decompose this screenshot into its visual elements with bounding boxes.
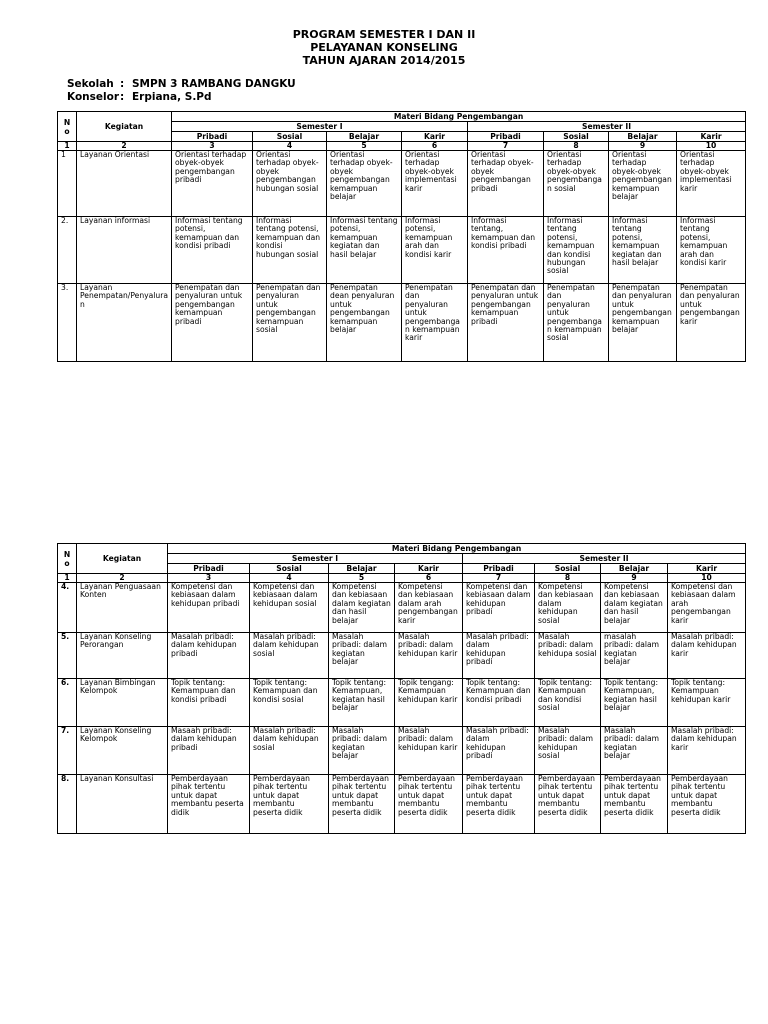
column-number: 5: [327, 142, 402, 151]
column-number: 6: [402, 142, 468, 151]
materi-cell: Topik tentang: Kemampuan dan kondisi pribadi: [463, 679, 535, 727]
materi-cell: Informasi tentang potensi, kemampuan dan kondisi hubungan sosial: [253, 217, 327, 284]
materi-cell: Penempatan dan penyaluran untuk pengembangan kemampuan pribadi: [468, 284, 544, 362]
column-number: 10: [677, 142, 746, 151]
materi-cell: Informasi tentang potensi, kemampuan arah dan kondisi karir: [677, 217, 746, 284]
materi-cell: Kompetensi dan kebiasaan dalam kegiatan dan hasil belajar: [329, 583, 395, 633]
header-kegiatan: Kegiatan: [77, 112, 172, 142]
column-number: 7: [463, 574, 535, 583]
header-field: Sosial: [535, 564, 601, 574]
table-row: [58, 151, 746, 217]
materi-cell: Masalah pribadi: dalam kehidupan sosial: [535, 727, 601, 775]
document-title: [0, 28, 768, 67]
header-field: Sosial: [250, 564, 329, 574]
column-number: 4: [250, 574, 329, 583]
row-kegiatan: Layanan Konseling Perorangan: [77, 633, 168, 679]
materi-cell: Informasi tentang potensi, kemampuan kegiatan dan hasil belajar: [609, 217, 677, 284]
row-number: 6.: [58, 679, 77, 727]
materi-cell: Orientasi terhadap obyek-obyek pengembangan pribadi: [172, 151, 253, 217]
materi-cell: Masalah pribadi: dalam kehidupa sosial: [535, 633, 601, 679]
column-number: 8: [535, 574, 601, 583]
materi-cell: Orientasi terhadap obyek-obyek implementasi karir: [402, 151, 468, 217]
materi-cell: Orientasi terhadap obyek-obyek implementasi karir: [677, 151, 746, 217]
header-field: Karir: [677, 132, 746, 142]
header-field: Sosial: [544, 132, 609, 142]
row-kegiatan: Layanan Konsultasi: [77, 775, 168, 834]
materi-cell: Pemberdayaan pihak tertentu untuk dapat membantu peserta didik: [535, 775, 601, 834]
materi-cell: Kompetensi dan kebiasaan dalam kehidupan sosial: [250, 583, 329, 633]
materi-cell: Masalah pribadi: dalam kehidupan karir: [668, 727, 746, 775]
materi-cell: Penempatan dan penyaluran untuk pengembangan kemampuan belajar: [609, 284, 677, 362]
materi-cell: Topik tentang: Kemampuan dan kondisi sosial: [535, 679, 601, 727]
row-number: 4.: [58, 583, 77, 633]
header-field: Pribadi: [168, 564, 250, 574]
materi-cell: Informasi tentang potensi, kemampuan dan kondisi hubungan sosial: [544, 217, 609, 284]
materi-cell: Masalah pribadi: dalam kehidupan karir: [395, 633, 463, 679]
row-number: 1: [58, 151, 77, 217]
header-semester-1: Semester I: [172, 122, 468, 132]
program-table-1: [57, 111, 746, 362]
row-number: 2.: [58, 217, 77, 284]
konselor-line: [67, 91, 212, 104]
materi-cell: Masalah pribadi: dalam kehidupan karir: [395, 727, 463, 775]
column-number: 7: [468, 142, 544, 151]
materi-cell: Penempatan dan penyaluran untuk pengembangan karir: [677, 284, 746, 362]
materi-cell: Penempatan dan penyaluran untuk pengembangan kemampuan sosial: [253, 284, 327, 362]
materi-cell: Informasi potensi, kemampuan arah dan kondisi karir: [402, 217, 468, 284]
materi-cell: Masalah pribadi: dalam kegiatan belajar: [329, 633, 395, 679]
materi-cell: Topik tentang: Kemampuan, kegiatan hasil belajar: [329, 679, 395, 727]
header-field: Karir: [402, 132, 468, 142]
header-field: Pribadi: [463, 564, 535, 574]
header-field: Pribadi: [172, 132, 253, 142]
materi-cell: Masalah pribadi: dalam kegiatan belajar: [601, 727, 668, 775]
materi-cell: Informasi tentang, kemampuan dan kondisi pribadi: [468, 217, 544, 284]
table-row: [58, 217, 746, 284]
header-field: Belajar: [329, 564, 395, 574]
sekolah-label: Sekolah: [67, 78, 114, 90]
materi-cell: Masalah pribadi: dalam kehidupan sosial: [250, 633, 329, 679]
materi-cell: masalah pribadi: dalam kegiatan belajar: [601, 633, 668, 679]
header-numbers-row: [58, 574, 746, 583]
header-materi: Materi Bidang Pengembangan: [168, 544, 746, 554]
sekolah-line: [67, 78, 296, 91]
header-field: Belajar: [327, 132, 402, 142]
title-line-1: PROGRAM SEMESTER I DAN II: [292, 28, 476, 41]
table-1-body: [58, 151, 746, 362]
materi-cell: Kompetensi dan kebiasaan dalam arah pengembangan karir: [395, 583, 463, 633]
materi-cell: Kompetensi dan kebiasaan dalam kehidupan sosial: [535, 583, 601, 633]
konselor-colon: :: [120, 91, 125, 103]
header-field: Sosial: [253, 132, 327, 142]
header-materi: Materi Bidang Pengembangan: [172, 112, 746, 122]
column-number: 1: [58, 142, 77, 151]
table-2-body: [58, 583, 746, 834]
table-row: [58, 727, 746, 775]
materi-cell: Kompetensi dan kebiasaan dalam kehidupan pribadi: [168, 583, 250, 633]
header-field: Pribadi: [468, 132, 544, 142]
table-row: [58, 284, 746, 362]
column-number: 2: [77, 574, 168, 583]
materi-cell: Pemberdayaan pihak tertentu untuk dapat membantu peserta didik: [168, 775, 250, 834]
header-field: Karir: [395, 564, 463, 574]
header-semester-2: Semester II: [463, 554, 746, 564]
column-number: 5: [329, 574, 395, 583]
table-row: [58, 679, 746, 727]
column-number: 6: [395, 574, 463, 583]
materi-cell: Masalah pribadi: dalam kehidupan pribadi: [463, 727, 535, 775]
konselor-value: Erpiana, S.Pd: [132, 91, 212, 103]
sekolah-colon: :: [120, 78, 125, 90]
row-kegiatan: Layanan Penguasaan Konten: [77, 583, 168, 633]
column-number: 10: [668, 574, 746, 583]
materi-cell: Pemberdayaan pihak tertentu untuk dapat membantu peserta didik: [601, 775, 668, 834]
materi-cell: Topik tentang: Kemampuan kehidupan karir: [668, 679, 746, 727]
column-number: 9: [609, 142, 677, 151]
materi-cell: Topik tentang: Kemampuan dan kondisi sosial: [250, 679, 329, 727]
materi-cell: Masalah pribadi: dalam kehidupan pribadi: [463, 633, 535, 679]
materi-cell: Kompetensi dan kebiasaan dalam kehidupan pribadi: [463, 583, 535, 633]
materi-cell: Orientasi terhadap obyek-obyek pengembangan hubungan sosial: [253, 151, 327, 217]
sekolah-value: SMPN 3 RAMBANG DANGKU: [132, 78, 296, 90]
column-number: 2: [77, 142, 172, 151]
table-row: [58, 583, 746, 633]
column-number: 3: [172, 142, 253, 151]
row-kegiatan: Layanan Konseling Kelompok: [77, 727, 168, 775]
row-number: 5.: [58, 633, 77, 679]
materi-cell: Masaah pribadi: dalam kehidupan pribadi: [168, 727, 250, 775]
row-kegiatan: Layanan Bimbingan Kelompok: [77, 679, 168, 727]
header-no: N o: [58, 112, 77, 142]
materi-cell: Orientasi terhadap obyek-obyek pengembangan pribadi: [468, 151, 544, 217]
materi-cell: Penempatan dan penyaluran untuk pengembangan kemampuan sosial: [544, 284, 609, 362]
row-kegiatan: Layanan Orientasi: [77, 151, 172, 217]
materi-cell: Kompetensi dan kebiasaan dalam arah pengembangan karir: [668, 583, 746, 633]
header-field: Karir: [668, 564, 746, 574]
table-row: [58, 633, 746, 679]
row-number: 3.: [58, 284, 77, 362]
materi-cell: Pemberdayaan pihak tertentu untuk dapat membantu peserta didik: [250, 775, 329, 834]
materi-cell: Penempatan dan penyaluran untuk pengembangan kemampuan pribadi: [172, 284, 253, 362]
materi-cell: Topik tentang: Kemampuan, kegiatan hasil belajar: [601, 679, 668, 727]
column-number: 3: [168, 574, 250, 583]
column-number: 1: [58, 574, 77, 583]
materi-cell: Masalah pribadi: dalam kehidupan karir: [668, 633, 746, 679]
title-line-3: TAHUN AJARAN 2014/2015: [302, 54, 466, 67]
materi-cell: Penempatan dan penyaluran untuk pengembangan kemampuan karir: [402, 284, 468, 362]
materi-cell: Informasi tentang potensi, kemampuan dan kondisi pribadi: [172, 217, 253, 284]
table-row: [58, 775, 746, 834]
materi-cell: Pemberdayaan pihak tertentu untuk dapat membantu peserta didik: [395, 775, 463, 834]
header-numbers-row: [58, 142, 746, 151]
row-number: 8.: [58, 775, 77, 834]
materi-cell: Topik tentang: Kemampuan dan kondisi pribadi: [168, 679, 250, 727]
materi-cell: Orientasi terhadap obyek-obyek pengembangan sosial: [544, 151, 609, 217]
konselor-label: Konselor: [67, 91, 120, 103]
column-number: 8: [544, 142, 609, 151]
row-kegiatan: Layanan Penempatan/Penyaluran: [77, 284, 172, 362]
column-number: 9: [601, 574, 668, 583]
header-semester-2: Semester II: [468, 122, 746, 132]
row-number: 7.: [58, 727, 77, 775]
program-table-2: [57, 543, 746, 834]
materi-cell: Informasi tentang potensi, kemampuan kegiatan dan hasil belajar: [327, 217, 402, 284]
header-kegiatan: Kegiatan: [77, 544, 168, 574]
materi-cell: Penempatan dean penyaluran untuk pengembangan kemampuan belajar: [327, 284, 402, 362]
header-field: Belajar: [609, 132, 677, 142]
column-number: 4: [253, 142, 327, 151]
materi-cell: Pemberdayaan pihak tertentu untuk dapat membantu peserta didik: [463, 775, 535, 834]
title-line-2: PELAYANAN KONSELING: [310, 41, 458, 54]
materi-cell: Masalah pribadi: dalam kegiatan belajar: [329, 727, 395, 775]
header-field: Belajar: [601, 564, 668, 574]
materi-cell: Kompetensi dan kebiasaan dalam kegiatan dan hasil belajar: [601, 583, 668, 633]
materi-cell: Pemberdayaan pihak tertentu untuk dapat membantu peserta didik: [329, 775, 395, 834]
materi-cell: Pemberdayaan pihak tertentu untuk dapat membantu peserta didik: [668, 775, 746, 834]
row-kegiatan: Layanan informasi: [77, 217, 172, 284]
header-no: N o: [58, 544, 77, 574]
materi-cell: Orientasi terhadap obyek-obyek pengembangan kemampuan belajar: [327, 151, 402, 217]
materi-cell: Topik tengang: Kemampuan kehidupan karir: [395, 679, 463, 727]
header-semester-1: Semester I: [168, 554, 463, 564]
materi-cell: Masalah pribadi: dalam kehidupan sosial: [250, 727, 329, 775]
materi-cell: Masalah pribadi: dalam kehidupan pribadi: [168, 633, 250, 679]
materi-cell: Orientasi terhadap obyek-obyek pengembangan kemampuan belajar: [609, 151, 677, 217]
